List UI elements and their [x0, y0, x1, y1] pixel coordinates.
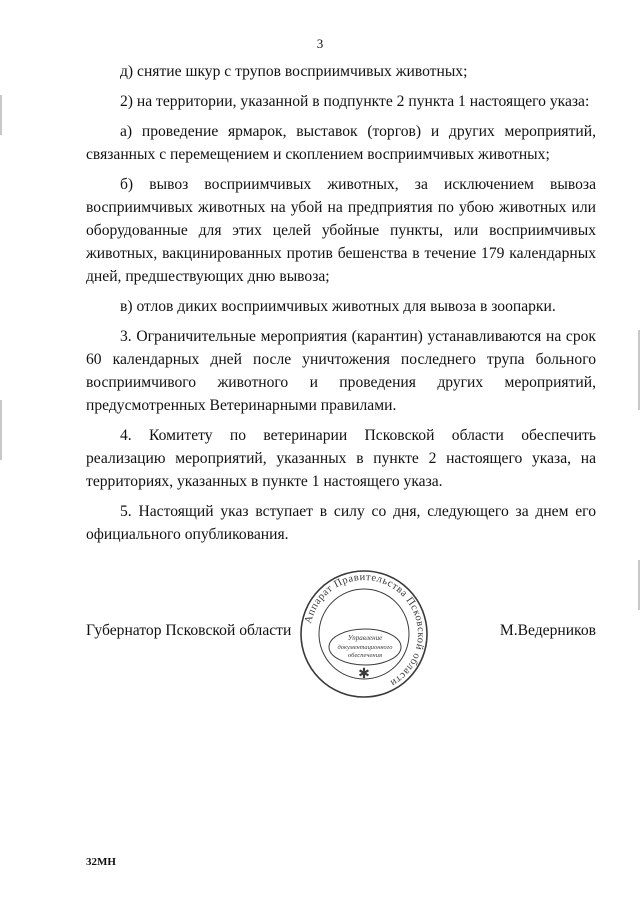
scan-edge-mark — [0, 400, 2, 460]
paragraph-3: 3. Ограничительные мероприятия (карантин) устанавливаются на срок 60 календарных дней после уничтожения последнего трупа больного восприимчивого животного и проведения других мероприятий, предусмотренных Ветеринарными правилами. — [86, 328, 596, 414]
decree-body — [86, 60, 596, 553]
paragraph-4: 4. Комитету по ветеринарии Псковской области обеспечить реализацию мероприятий, указанных в пункте 2 настоящего указа, на территориях, указанных в пункте 1 настоящего указа. — [86, 427, 596, 490]
seal-inner-line-2: документационного — [337, 644, 393, 651]
official-seal — [298, 568, 430, 700]
paragraph-v: в) отлов диких восприимчивых животных для вывоза в зоопарки. — [120, 298, 556, 315]
paragraph-a: а) проведение ярмарок, выставок (торгов) и других мероприятий, связанных с перемещением и скоплением восприимчивых животных; — [86, 123, 596, 163]
page-number: 3 — [316, 36, 324, 51]
seal-outer-text: Аппарат Правительства Псковской области — [303, 571, 427, 689]
paragraph-5: 5. Настоящий указ вступает в силу со дня, следующего за днем его официального опубликования. — [86, 503, 596, 543]
seal-inner-line-3: обеспечения — [347, 652, 383, 659]
seal-inner-line-1: Управление — [347, 634, 383, 642]
paragraph-d: д) снятие шкур с трупов восприимчивых животных; — [120, 63, 468, 80]
paragraph-2: 2) на территории, указанной в подпункте 2 пункта 1 настоящего указа: — [120, 93, 590, 110]
scan-edge-mark — [0, 95, 2, 135]
signatory-position: Губернатор Псковской области — [86, 622, 292, 639]
document-code: 32МН — [86, 856, 116, 868]
paragraph-b: б) вывоз восприимчивых животных, за исключением вывоза восприимчивых животных на убой на предприятия по убою животных или оборудованные для этих целей убойные пункты, или восприимчивых животных, вакцинированных против бешенства в течение 179 календарных дней, предшествующих дню вывоза; — [86, 176, 596, 285]
signatory-name: М.Ведерников — [499, 622, 596, 639]
seal-star-icon: ✱ — [358, 667, 370, 682]
